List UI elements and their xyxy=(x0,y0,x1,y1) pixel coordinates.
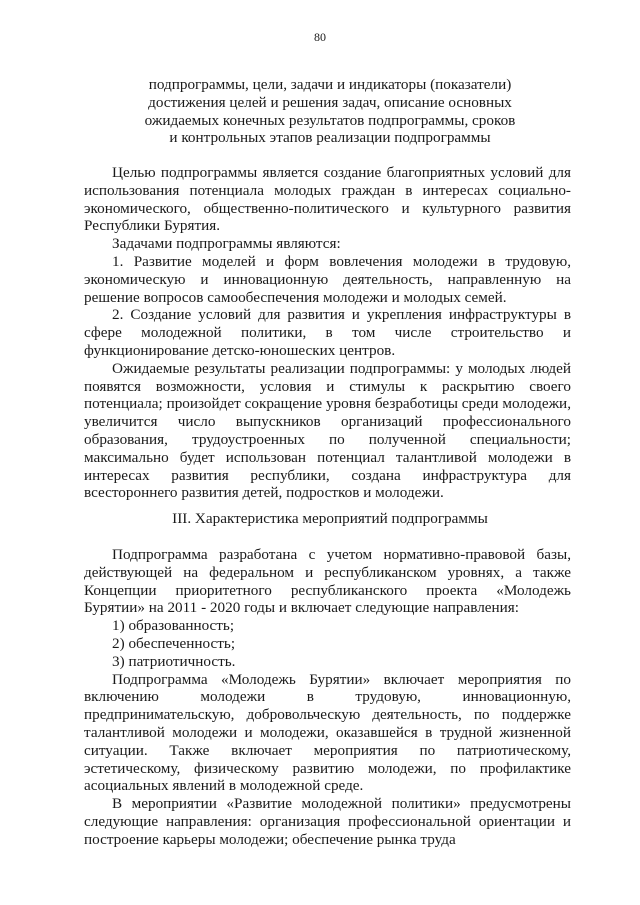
task-two-paragraph: 2. Создание условий для развития и укрепления инфраструктуры в сфере молодежной политики, в том числе строительство и функционирование детско-юношеских центров. xyxy=(84,306,571,359)
goal-paragraph: Целью подпрограммы является создание благоприятных условий для использования потенциала молодых граждан в интересах социально-экономического, общественно-политического и культурного развития Республики Бурятия. xyxy=(84,164,571,235)
list-item: 2) обеспеченность; xyxy=(112,634,236,652)
section-heading-line: ожидаемых конечных результатов подпрограммы, сроков xyxy=(144,111,516,129)
program-activities-paragraph: Подпрограмма «Молодежь Бурятии» включает мероприятия по включению молодежи в трудовую, инновационную, предпринимательскую, добровольческую деятельность, по поддержке талантливой молодежи и молодежи, оказавшейся в трудной жизненной ситуации. Также включает мероприятия по патриотическому, эстетическому, физическому развитию молодежи, по профилактике асоциальных явлений в молодежной среде. xyxy=(84,670,571,795)
page-number: 80 xyxy=(314,30,326,44)
section-three-intro-paragraph: Подпрограмма разработана с учетом нормативно-правовой базы, действующей на федеральном и республиканском уровнях, а также Концепции приоритетного республиканского проекта «Молодежь Бурятии» на 2011 - 2020 годы и включает следующие направления: xyxy=(84,546,571,617)
section-three-heading: III. Характеристика мероприятий подпрограммы xyxy=(172,510,488,527)
list-item: 3) патриотичность. xyxy=(112,652,236,670)
section-heading-line: и контрольных этапов реализации подпрограммы xyxy=(169,129,491,147)
expected-results-paragraph: Ожидаемые результаты реализации подпрограммы: у молодых людей появятся возможности, условия и стимулы к раскрытию своего потенциала; произойдет сокращение уровня безработицы среди молодежи, увеличится число выпускников организаций профессионального образования, трудоустроенных по полученной специальности; максимально будет использован потенциал талантливой молодежи в интересах развития республики, создана инфраструктура для всестороннего развития детей, подростков и молодежи. xyxy=(84,359,571,502)
section-three-body xyxy=(84,546,571,849)
section-heading-line: подпрограммы, цели, задачи и индикаторы (показатели) xyxy=(148,76,512,93)
tasks-intro-paragraph: Задачами подпрограммы являются: xyxy=(112,235,341,253)
section-one-body xyxy=(84,164,571,502)
list-item: 1) образованность; xyxy=(112,617,235,635)
youth-policy-paragraph: В мероприятии «Развитие молодежной политики» предусмотрены следующие направления: организация профессиональной ориентации и построение карьеры молодежи; обеспечение рынка труда xyxy=(84,795,571,848)
section-heading xyxy=(80,76,580,147)
section-heading-line: достижения целей и решения задач, описание основных xyxy=(148,93,512,111)
task-one-paragraph: 1. Развитие моделей и форм вовлечения молодежи в трудовую, экономическую и инновационную деятельность, направленную на решение вопросов самообеспечения молодежи и молодых семей. xyxy=(84,252,571,306)
